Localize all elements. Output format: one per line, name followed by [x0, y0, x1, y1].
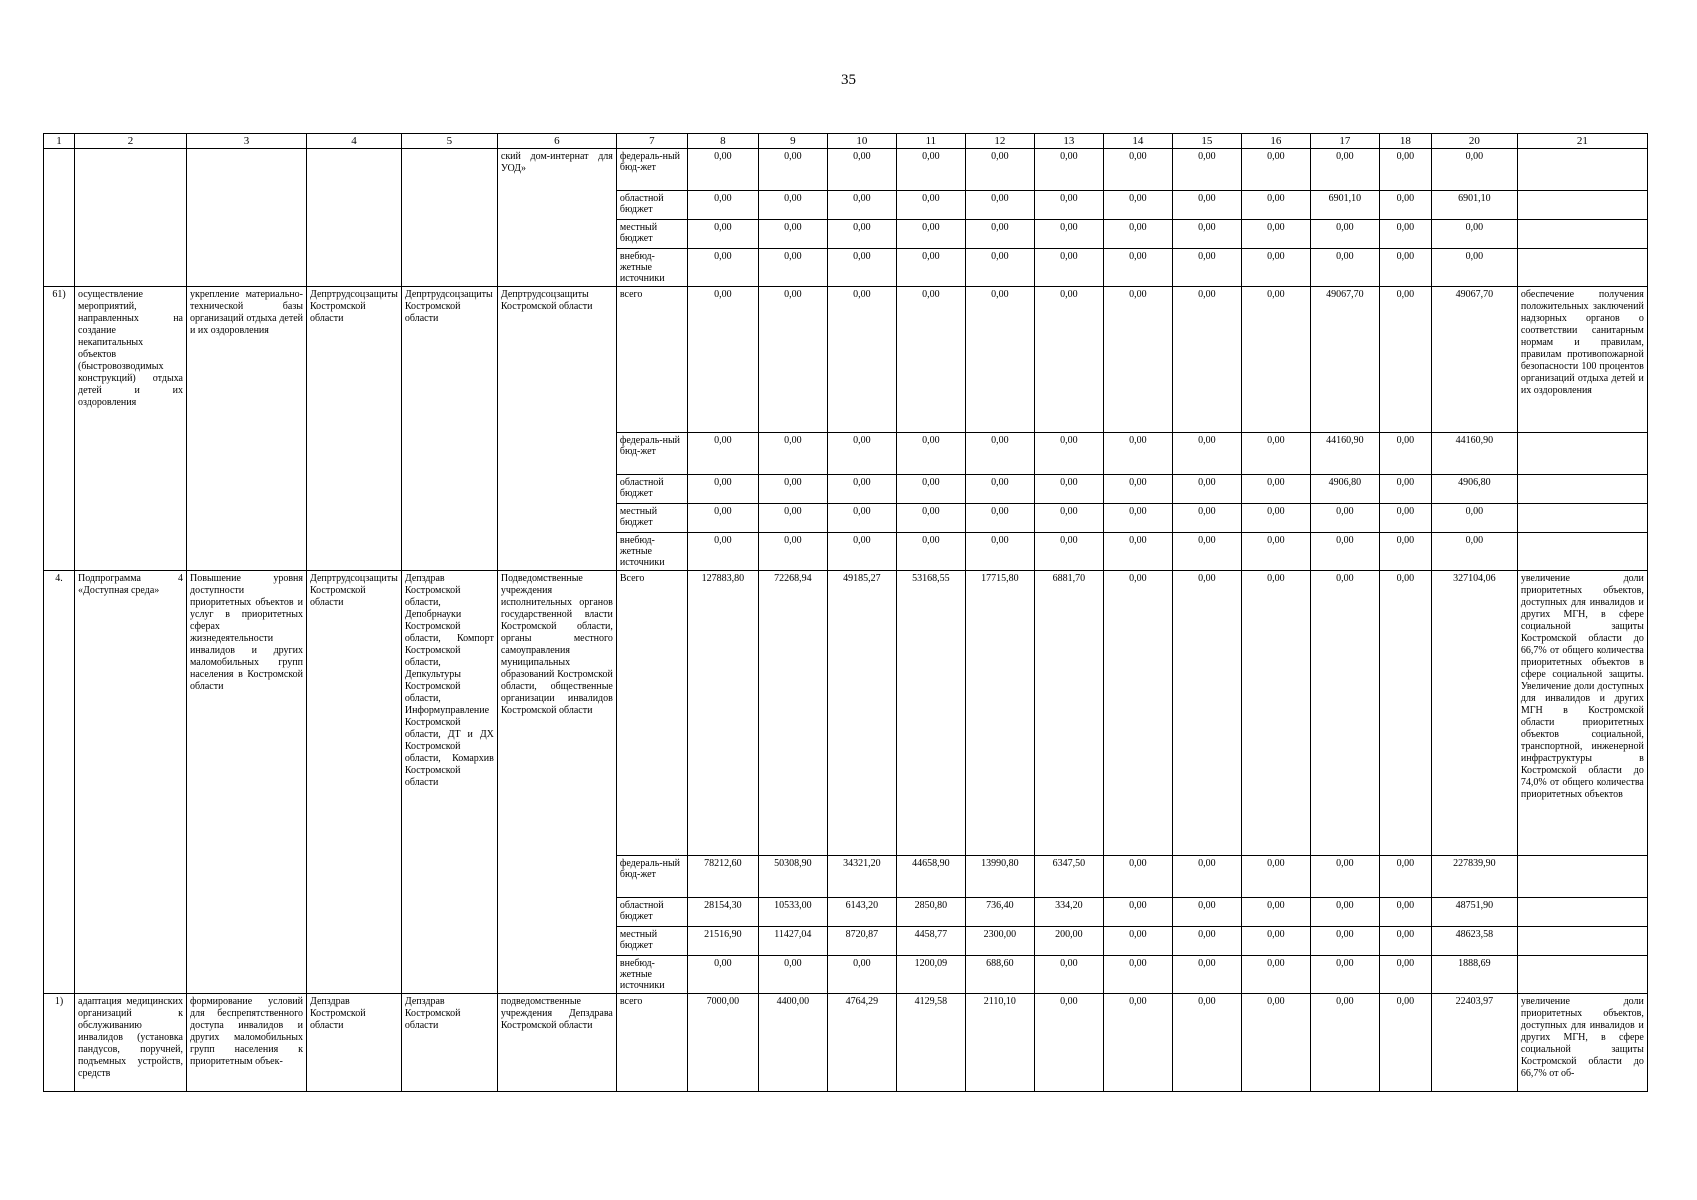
year-amount: 0,00 [896, 533, 965, 571]
year-amount: 0,00 [758, 533, 827, 571]
total-amount: 44160,90 [1431, 433, 1517, 475]
year-amount: 1200,09 [896, 956, 965, 994]
year-amount: 0,00 [1034, 220, 1103, 249]
header-col-number: 17 [1310, 134, 1379, 149]
row-number [44, 149, 75, 287]
funding-source: местный бюджет [616, 927, 687, 956]
year-amount: 0,00 [1103, 927, 1172, 956]
year-amount: 0,00 [687, 249, 758, 287]
total-amount: 1888,69 [1431, 956, 1517, 994]
year-amount: 0,00 [687, 504, 758, 533]
table-row [44, 149, 1648, 191]
year-amount: 0,00 [1379, 571, 1431, 856]
year-amount: 0,00 [827, 533, 896, 571]
year-amount: 0,00 [1379, 433, 1431, 475]
funding-source: внебюд-жетные источники [616, 249, 687, 287]
year-amount: 0,00 [1103, 956, 1172, 994]
year-amount: 0,00 [1034, 191, 1103, 220]
year-amount: 0,00 [1310, 149, 1379, 191]
year-amount: 0,00 [1241, 220, 1310, 249]
year-amount: 0,00 [965, 249, 1034, 287]
year-amount: 0,00 [758, 956, 827, 994]
expected-result: увеличение доли приоритетных объектов, доступных для инвалидов и других МГН, в сфере социальной защиты Костромской области до 66,7% от общего количества приоритетных объектов в сфере социальной защиты. Увеличение доли доступных для инвалидов и других МГН в Костромской области приоритетных объектов социальной, транспортной, инженерной инфраструктуры в Костромской области до 74,0% от общего количества приоритетных объектов [1517, 571, 1647, 856]
header-col-number: 1 [44, 134, 75, 149]
funding-source: внебюд-жетные источники [616, 533, 687, 571]
year-amount: 0,00 [1241, 898, 1310, 927]
year-amount: 200,00 [1034, 927, 1103, 956]
year-amount: 6901,10 [1310, 191, 1379, 220]
year-amount: 2850,80 [896, 898, 965, 927]
funds-recipient: Подведомственные учреждения исполнительных органов государственной власти Костромской области, органы местного самоуправления муниципальных образований Костромской области, общественные организации инвалидов Костромской области [497, 571, 616, 994]
header-col-number: 20 [1431, 134, 1517, 149]
expected-result-empty [1517, 220, 1647, 249]
year-amount: 0,00 [1241, 856, 1310, 898]
year-amount: 4400,00 [758, 994, 827, 1092]
year-amount: 0,00 [1241, 191, 1310, 220]
year-amount: 0,00 [687, 956, 758, 994]
year-amount: 0,00 [1034, 994, 1103, 1092]
year-amount: 0,00 [965, 287, 1034, 433]
year-amount: 0,00 [1103, 191, 1172, 220]
year-amount: 6347,50 [1034, 856, 1103, 898]
year-amount: 0,00 [687, 149, 758, 191]
header-col-number: 9 [758, 134, 827, 149]
funding-source: Всего [616, 571, 687, 856]
expected-result-empty [1517, 504, 1647, 533]
year-amount: 0,00 [758, 504, 827, 533]
header-col-number: 11 [896, 134, 965, 149]
year-amount: 2300,00 [965, 927, 1034, 956]
year-amount: 0,00 [827, 249, 896, 287]
year-amount: 0,00 [1172, 856, 1241, 898]
year-amount: 0,00 [1172, 249, 1241, 287]
year-amount: 0,00 [1310, 927, 1379, 956]
year-amount: 0,00 [1103, 287, 1172, 433]
expected-result: увеличение доли приоритетных объектов, доступных для инвалидов и других МГН, в сфере социальной защиты Костромской области до 66,7% от об- [1517, 994, 1647, 1092]
year-amount: 0,00 [896, 249, 965, 287]
funding-source: местный бюджет [616, 220, 687, 249]
table-row [44, 287, 1648, 433]
year-amount: 0,00 [1172, 433, 1241, 475]
year-amount: 0,00 [1379, 927, 1431, 956]
header-col-number: 8 [687, 134, 758, 149]
year-amount: 0,00 [1034, 504, 1103, 533]
year-amount: 0,00 [965, 433, 1034, 475]
funds-recipient: ский дом-интернат для УОД» [497, 149, 616, 287]
year-amount: 0,00 [1172, 927, 1241, 956]
year-amount: 0,00 [1241, 533, 1310, 571]
expected-result-empty [1517, 475, 1647, 504]
year-amount: 0,00 [896, 149, 965, 191]
year-amount: 0,00 [1241, 956, 1310, 994]
year-amount: 0,00 [1379, 249, 1431, 287]
executor [401, 149, 497, 287]
year-amount: 0,00 [827, 433, 896, 475]
year-amount: 0,00 [758, 220, 827, 249]
row-number: 1) [44, 994, 75, 1092]
year-amount: 0,00 [687, 191, 758, 220]
year-amount: 0,00 [1241, 287, 1310, 433]
year-amount: 0,00 [1310, 533, 1379, 571]
total-amount: 4906,80 [1431, 475, 1517, 504]
year-amount: 0,00 [1310, 504, 1379, 533]
year-amount: 0,00 [687, 533, 758, 571]
header-col-number: 14 [1103, 134, 1172, 149]
year-amount: 0,00 [1310, 994, 1379, 1092]
year-amount: 13990,80 [965, 856, 1034, 898]
year-amount: 0,00 [1172, 533, 1241, 571]
year-amount: 0,00 [1172, 956, 1241, 994]
year-amount: 0,00 [965, 533, 1034, 571]
year-amount: 0,00 [827, 956, 896, 994]
year-amount: 49185,27 [827, 571, 896, 856]
year-amount: 44658,90 [896, 856, 965, 898]
year-amount: 0,00 [1172, 504, 1241, 533]
year-amount: 6881,70 [1034, 571, 1103, 856]
year-amount: 0,00 [1379, 856, 1431, 898]
year-amount: 0,00 [687, 287, 758, 433]
year-amount: 0,00 [1172, 571, 1241, 856]
total-amount: 0,00 [1431, 504, 1517, 533]
year-amount: 0,00 [1034, 475, 1103, 504]
expected-result-empty [1517, 249, 1647, 287]
funding-source: всего [616, 994, 687, 1092]
header-col-number: 18 [1379, 134, 1431, 149]
year-amount: 28154,30 [687, 898, 758, 927]
year-amount: 0,00 [896, 287, 965, 433]
year-amount: 10533,00 [758, 898, 827, 927]
year-amount: 0,00 [1379, 994, 1431, 1092]
funding-source: всего [616, 287, 687, 433]
year-amount: 736,40 [965, 898, 1034, 927]
coordinator: Депртрудсоцзащиты Костромской области [307, 571, 402, 994]
year-amount: 0,00 [758, 433, 827, 475]
task-description: формирование условий для беспрепятственного доступа инвалидов и других маломобильных групп населения к приоритетным объек- [187, 994, 307, 1092]
year-amount: 0,00 [1379, 220, 1431, 249]
year-amount: 6143,20 [827, 898, 896, 927]
year-amount: 0,00 [1034, 433, 1103, 475]
task-description: укрепление материально-технической базы организаций отдыха детей и их оздоровления [187, 287, 307, 571]
year-amount: 0,00 [1241, 571, 1310, 856]
year-amount: 0,00 [1103, 856, 1172, 898]
header-col-number: 16 [1241, 134, 1310, 149]
year-amount: 0,00 [896, 191, 965, 220]
year-amount: 0,00 [827, 475, 896, 504]
year-amount: 0,00 [1241, 433, 1310, 475]
year-amount: 50308,90 [758, 856, 827, 898]
activity-name: Подпрограмма 4 «Доступная среда» [75, 571, 187, 994]
year-amount: 7000,00 [687, 994, 758, 1092]
year-amount: 0,00 [1379, 956, 1431, 994]
year-amount: 0,00 [1241, 927, 1310, 956]
funds-recipient: подведомственные учреждения Депздрава Костромской области [497, 994, 616, 1092]
year-amount: 44160,90 [1310, 433, 1379, 475]
year-amount: 0,00 [1379, 475, 1431, 504]
year-amount: 0,00 [1310, 898, 1379, 927]
expected-result-empty [1517, 898, 1647, 927]
year-amount: 0,00 [1241, 249, 1310, 287]
task-description [187, 149, 307, 287]
year-amount: 0,00 [1241, 994, 1310, 1092]
total-amount: 48623,58 [1431, 927, 1517, 956]
year-amount: 53168,55 [896, 571, 965, 856]
year-amount: 0,00 [1172, 994, 1241, 1092]
year-amount: 127883,80 [687, 571, 758, 856]
activity-name: адаптация медицинских организаций к обслуживанию инвалидов (установка пандусов, поручней, подъемных устройств, средств [75, 994, 187, 1092]
table-row [44, 571, 1648, 856]
year-amount: 0,00 [1103, 220, 1172, 249]
year-amount: 0,00 [758, 475, 827, 504]
year-amount: 17715,80 [965, 571, 1034, 856]
year-amount: 0,00 [1241, 475, 1310, 504]
year-amount: 0,00 [1034, 287, 1103, 433]
expected-result: обеспечение получения положительных заключений надзорных органов о соответствии санитарным нормам и правилам, правилам противопожарной безопасности 100 процентов организаций отдыха детей и их оздоровления [1517, 287, 1647, 433]
year-amount: 0,00 [1310, 249, 1379, 287]
year-amount: 0,00 [896, 220, 965, 249]
year-amount: 72268,94 [758, 571, 827, 856]
year-amount: 0,00 [1379, 533, 1431, 571]
year-amount: 0,00 [687, 475, 758, 504]
year-amount: 0,00 [1379, 898, 1431, 927]
header-col-number: 12 [965, 134, 1034, 149]
year-amount: 0,00 [1172, 220, 1241, 249]
row-number: 4. [44, 571, 75, 994]
year-amount: 0,00 [687, 220, 758, 249]
expected-result-empty [1517, 927, 1647, 956]
total-amount: 49067,70 [1431, 287, 1517, 433]
funding-source: областной бюджет [616, 898, 687, 927]
year-amount: 0,00 [1241, 504, 1310, 533]
budget-table [43, 133, 1648, 1092]
year-amount: 0,00 [896, 433, 965, 475]
header-col-number: 21 [1517, 134, 1647, 149]
total-amount: 327104,06 [1431, 571, 1517, 856]
funding-source: областной бюджет [616, 475, 687, 504]
year-amount: 4129,58 [896, 994, 965, 1092]
expected-result [1517, 149, 1647, 191]
year-amount: 0,00 [1172, 287, 1241, 433]
executor: Депздрав Костромской области [401, 994, 497, 1092]
funding-source: федераль-ный бюд-жет [616, 856, 687, 898]
activity-name: осуществление мероприятий, направленных на создание некапитальных объектов (быстровозводимых конструкций) отдыха детей и их оздоровления [75, 287, 187, 571]
year-amount: 0,00 [1103, 504, 1172, 533]
year-amount: 0,00 [1034, 956, 1103, 994]
year-amount: 49067,70 [1310, 287, 1379, 433]
total-amount: 0,00 [1431, 220, 1517, 249]
year-amount: 0,00 [896, 475, 965, 504]
table-row [44, 994, 1648, 1092]
header-col-number: 5 [401, 134, 497, 149]
header-col-number: 7 [616, 134, 687, 149]
coordinator: Депздрав Костромской области [307, 994, 402, 1092]
year-amount: 0,00 [758, 191, 827, 220]
task-description: Повышение уровня доступности приоритетных объектов и услуг в приоритетных сферах жизнедеятельности инвалидов и других маломобильных групп населения в Костромской области [187, 571, 307, 994]
executor: Депртрудсоцзащиты Костромской области [401, 287, 497, 571]
total-amount: 227839,90 [1431, 856, 1517, 898]
total-amount: 22403,97 [1431, 994, 1517, 1092]
expected-result-empty [1517, 533, 1647, 571]
total-amount: 0,00 [1431, 533, 1517, 571]
year-amount: 0,00 [827, 504, 896, 533]
year-amount: 0,00 [1310, 856, 1379, 898]
year-amount: 0,00 [1172, 475, 1241, 504]
header-col-number: 4 [307, 134, 402, 149]
year-amount: 0,00 [1379, 287, 1431, 433]
funding-source: федераль-ный бюд-жет [616, 433, 687, 475]
year-amount: 0,00 [758, 287, 827, 433]
year-amount: 0,00 [827, 191, 896, 220]
header-col-number: 13 [1034, 134, 1103, 149]
year-amount: 0,00 [1103, 994, 1172, 1092]
year-amount: 0,00 [1241, 149, 1310, 191]
expected-result-empty [1517, 191, 1647, 220]
year-amount: 4764,29 [827, 994, 896, 1092]
coordinator [307, 149, 402, 287]
year-amount: 688,60 [965, 956, 1034, 994]
year-amount: 0,00 [1379, 149, 1431, 191]
row-number: 61) [44, 287, 75, 571]
year-amount: 0,00 [1172, 191, 1241, 220]
year-amount: 11427,04 [758, 927, 827, 956]
year-amount: 0,00 [1379, 191, 1431, 220]
expected-result-empty [1517, 956, 1647, 994]
total-amount: 48751,90 [1431, 898, 1517, 927]
year-amount: 0,00 [1379, 504, 1431, 533]
year-amount: 0,00 [1103, 433, 1172, 475]
coordinator: Депртрудсоцзащиты Костромской области [307, 287, 402, 571]
executor: Депздрав Костромской области, Депобрнауки Костромской области, Компорт Костромской области, Депкультуры Костромской области, Информуправление Костромской области, ДТ и ДХ Костромской области, Комархив Костромской области [401, 571, 497, 994]
funding-source: областной бюджет [616, 191, 687, 220]
year-amount: 0,00 [965, 504, 1034, 533]
year-amount: 78212,60 [687, 856, 758, 898]
header-col-number: 3 [187, 134, 307, 149]
year-amount: 0,00 [1034, 149, 1103, 191]
year-amount: 4906,80 [1310, 475, 1379, 504]
funds-recipient: Депртрудсоцзащиты Костромской области [497, 287, 616, 571]
year-amount: 0,00 [1310, 220, 1379, 249]
total-amount: 0,00 [1431, 249, 1517, 287]
year-amount: 0,00 [758, 149, 827, 191]
year-amount: 0,00 [1172, 898, 1241, 927]
year-amount: 0,00 [1310, 956, 1379, 994]
year-amount: 0,00 [965, 475, 1034, 504]
expected-result-empty [1517, 856, 1647, 898]
header-row [44, 134, 1648, 149]
year-amount: 0,00 [1034, 249, 1103, 287]
year-amount: 0,00 [827, 220, 896, 249]
year-amount: 0,00 [965, 191, 1034, 220]
year-amount: 0,00 [965, 149, 1034, 191]
total-amount: 0,00 [1431, 149, 1517, 191]
header-col-number: 15 [1172, 134, 1241, 149]
funding-source: внебюд-жетные источники [616, 956, 687, 994]
year-amount: 0,00 [1103, 533, 1172, 571]
year-amount: 21516,90 [687, 927, 758, 956]
year-amount: 34321,20 [827, 856, 896, 898]
year-amount: 0,00 [827, 287, 896, 433]
expected-result-empty [1517, 433, 1647, 475]
year-amount: 0,00 [1103, 571, 1172, 856]
year-amount: 2110,10 [965, 994, 1034, 1092]
header-col-number: 10 [827, 134, 896, 149]
year-amount: 334,20 [1034, 898, 1103, 927]
year-amount: 0,00 [1310, 571, 1379, 856]
year-amount: 0,00 [687, 433, 758, 475]
header-col-number: 2 [75, 134, 187, 149]
header-col-number: 6 [497, 134, 616, 149]
year-amount: 0,00 [896, 504, 965, 533]
total-amount: 6901,10 [1431, 191, 1517, 220]
year-amount: 0,00 [1034, 533, 1103, 571]
year-amount: 0,00 [1172, 149, 1241, 191]
page-number: 35 [841, 72, 856, 88]
year-amount: 0,00 [1103, 149, 1172, 191]
year-amount: 0,00 [758, 249, 827, 287]
year-amount: 0,00 [827, 149, 896, 191]
year-amount: 8720,87 [827, 927, 896, 956]
year-amount: 0,00 [1103, 898, 1172, 927]
year-amount: 0,00 [965, 220, 1034, 249]
year-amount: 0,00 [1103, 249, 1172, 287]
funding-source: местный бюджет [616, 504, 687, 533]
activity-name [75, 149, 187, 287]
year-amount: 4458,77 [896, 927, 965, 956]
funding-source: федераль-ный бюд-жет [616, 149, 687, 191]
year-amount: 0,00 [1103, 475, 1172, 504]
